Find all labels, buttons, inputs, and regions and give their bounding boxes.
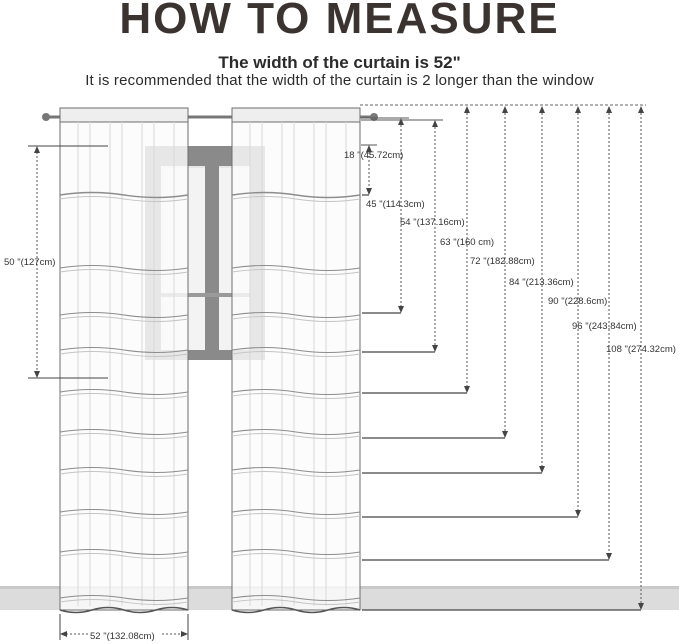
length-arrow-top <box>606 106 612 113</box>
length-label-3: 54 "(137.16cm) <box>400 217 465 228</box>
panel-fabric <box>232 108 360 610</box>
length-label-1: 18 "(45.72cm) <box>344 150 404 161</box>
length-label-2: 45 "(114.3cm) <box>366 199 425 210</box>
length-label-4: 63 "(160 cm) <box>440 237 495 248</box>
panel-width-label: 52 "(132.08cm) <box>90 631 155 642</box>
length-arrow-top <box>398 118 404 125</box>
length-label-8: 96 "(243.84cm) <box>572 321 637 332</box>
panel-fabric <box>60 108 188 610</box>
length-arrow-bottom <box>606 553 612 560</box>
length-arrow-bottom <box>398 306 404 313</box>
window-height-label: 50 "(127cm) <box>4 257 56 268</box>
length-arrow-bottom <box>539 466 545 473</box>
length-label-9: 108 "(274.32cm) <box>606 344 676 355</box>
curtain-width-heading: The width of the curtain is 52" <box>218 53 461 72</box>
length-measurements <box>344 106 676 610</box>
length-label-5: 72 "(182.88cm) <box>470 256 535 267</box>
length-arrow-bottom <box>464 386 470 393</box>
length-arrow-top <box>502 106 508 113</box>
panel-header <box>60 108 188 122</box>
length-arrow-top <box>464 106 470 113</box>
length-arrow-top <box>575 106 581 113</box>
length-arrow-top <box>539 106 545 113</box>
length-arrow-top <box>432 120 438 127</box>
length-arrow-bottom <box>502 431 508 438</box>
length-label-7: 90 "(228.6cm) <box>548 296 608 307</box>
length-arrow-bottom <box>366 188 372 195</box>
length-arrow-bottom <box>432 345 438 352</box>
page-title: HOW TO MEASURE <box>119 0 560 43</box>
curtain-panel-left <box>60 108 188 613</box>
length-arrow-top <box>638 106 644 113</box>
recommendation-note: It is recommended that the width of the curtain is 2 longer than the window <box>85 72 594 89</box>
curtain-panel-right <box>232 108 360 613</box>
panel-header <box>232 108 360 122</box>
length-label-6: 84 "(213.36cm) <box>509 277 574 288</box>
length-arrow-bottom <box>575 510 581 517</box>
